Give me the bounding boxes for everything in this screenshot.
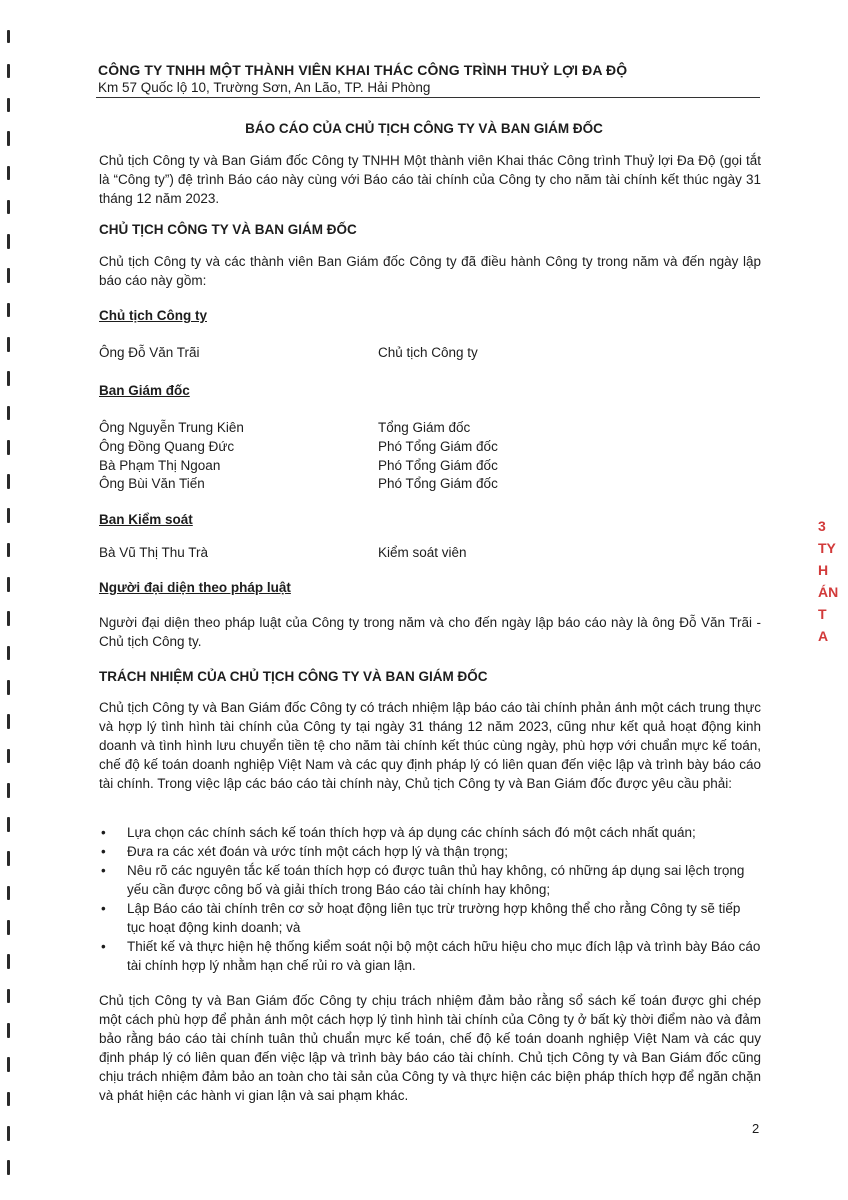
report-title: BÁO CÁO CỦA CHỦ TỊCH CÔNG TY VÀ BAN GIÁM ĐỐC: [245, 121, 603, 136]
management-intro: Chủ tịch Công ty và các thành viên Ban Giám đốc Công ty đã điều hành Công ty trong năm và đến ngày lập báo cáo này gồm:: [99, 254, 761, 288]
list-item-text: Lập Báo cáo tài chính trên cơ sở hoạt động liên tục trừ trường hợp không thể cho rằng Công ty sẽ tiếp tục hoạt động kinh doanh; và: [127, 901, 741, 935]
bullet-icon: •: [101, 939, 106, 954]
page-number: 2: [752, 1121, 760, 1136]
stamp-text: ÁN: [818, 584, 839, 600]
responsibility-paragraph: Chủ tịch Công ty và Ban Giám đốc Công ty có trách nhiệm lập báo cáo tài chính phản ánh một cách trung thực và hợp lý tình hình tài chính của Công ty tại ngày 31 tháng 12 năm 2023, cũng như kết quả hoạt động kinh doanh và tình hình lưu chuyển tiền tệ cho năm tài chính kết thúc cùng ngày, phù hợp với chuẩn mực kế toán, chế độ kế toán doanh nghiệp Việt Nam và các quy định pháp lý có liên quan đến việc lập và trình bày báo cáo tài chính. Trong việc lập các báo cáo tài chính này, Chủ tịch Công ty và Ban Giám đốc được yêu cầu phải:: [99, 700, 761, 791]
member-role: Tổng Giám đốc: [378, 420, 471, 435]
list-item-text: Nêu rõ các nguyên tắc kế toán thích hợp có được tuân thủ hay không, có những áp dụng sai lệch trọng yếu cần được công bố và giải thích trong Báo cáo tài chính hay không;: [127, 863, 745, 897]
subheading-board: Ban Giám đốc: [99, 383, 190, 398]
stamp-text: 3: [818, 518, 826, 534]
member-role: Chủ tịch Công ty: [378, 345, 478, 360]
company-name: CÔNG TY TNHH MỘT THÀNH VIÊN KHAI THÁC CÔNG TRÌNH THUỶ LỢI ĐA ĐỘ: [98, 62, 628, 78]
subheading-control: Ban Kiểm soát: [99, 512, 193, 527]
list-item-text: Thiết kế và thực hiện hệ thống kiểm soát nội bộ một cách hữu hiệu cho mục đích lập và trình bày Báo cáo tài chính hợp lý nhằm hạn chế rủi ro và gian lận.: [127, 939, 761, 973]
list-item: [99, 823, 761, 842]
subheading-legal-rep: Người đại diện theo pháp luật: [99, 580, 291, 595]
section-heading-management: CHỦ TỊCH CÔNG TY VÀ BAN GIÁM ĐỐC: [99, 222, 357, 237]
member-name: Ông Đỗ Văn Trãi: [99, 345, 200, 360]
bullet-icon: •: [101, 825, 106, 840]
stamp-text: H: [818, 562, 829, 578]
member-role: Kiểm soát viên: [378, 545, 467, 560]
binding-marks: [0, 0, 20, 1200]
subheading-chairman: Chủ tịch Công ty: [99, 308, 207, 323]
bullet-icon: •: [101, 844, 106, 859]
member-name: Ông Bùi Văn Tiến: [99, 476, 205, 491]
member-role: Phó Tổng Giám đốc: [378, 476, 498, 491]
bullet-icon: •: [101, 901, 106, 916]
stamp-text: A: [818, 628, 829, 644]
member-name: Ông Nguyễn Trung Kiên: [99, 420, 244, 435]
member-role: Phó Tổng Giám đốc: [378, 458, 498, 473]
list-item: [99, 861, 761, 899]
list-item: [99, 842, 761, 861]
member-role: Phó Tổng Giám đốc: [378, 439, 498, 454]
responsibility-list: [99, 823, 761, 975]
intro-paragraph: Chủ tịch Công ty và Ban Giám đốc Công ty TNHH Một thành viên Khai thác Công trình Thuỷ lợi Đa Độ (gọi tắt là “Công ty”) đệ trình Báo cáo này cùng với Báo cáo tài chính của Công ty cho năm tài chính kết thúc ngày 31 tháng 12 năm 2023.: [99, 153, 761, 206]
list-item: [99, 937, 761, 975]
list-item-text: Đưa ra các xét đoán và ước tính một cách hợp lý và thận trọng;: [127, 844, 508, 859]
closing-paragraph: Chủ tịch Công ty và Ban Giám đốc Công ty chịu trách nhiệm đảm bảo rằng sổ sách kế toán được ghi chép một cách phù hợp để phản ánh một cách hợp lý tình hình tài chính của Công ty ở bất kỳ thời điểm nào và đảm bảo rằng báo cáo tài chính tuân thủ chuẩn mực kế toán, chế độ kế toán doanh nghiệp Việt Nam và các quy định pháp lý có liên quan đến việc lập và trình bày báo cáo tài chính. Chủ tịch Công ty và Ban Giám đốc cũng chịu trách nhiệm đảm bảo an toàn cho tài sản của Công ty và thực hiện các biện pháp thích hợp để ngăn chặn và phát hiện các hành vi gian lận và sai phạm khác.: [99, 993, 761, 1103]
stamp-text: T: [818, 606, 827, 622]
header-divider: [96, 97, 760, 98]
member-name: Bà Phạm Thị Ngoan: [99, 458, 221, 473]
list-item: [99, 899, 761, 937]
legal-rep-paragraph: Người đại diện theo pháp luật của Công ty trong năm và cho đến ngày lập báo cáo này là ông Đỗ Văn Trãi - Chủ tịch Công ty.: [99, 615, 761, 649]
stamp-text: TY: [818, 540, 836, 556]
member-name: Bà Vũ Thị Thu Trà: [99, 545, 209, 560]
bullet-icon: •: [101, 863, 106, 878]
list-item-text: Lựa chọn các chính sách kế toán thích hợp và áp dụng các chính sách đó một cách nhất quán;: [127, 825, 696, 840]
company-address: Km 57 Quốc lộ 10, Trường Sơn, An Lão, TP. Hải Phòng: [98, 80, 431, 95]
member-name: Ông Đồng Quang Đức: [99, 439, 235, 454]
red-stamp-fragment: [818, 515, 848, 665]
section-heading-responsibility: TRÁCH NHIỆM CỦA CHỦ TỊCH CÔNG TY VÀ BAN GIÁM ĐỐC: [99, 669, 488, 684]
